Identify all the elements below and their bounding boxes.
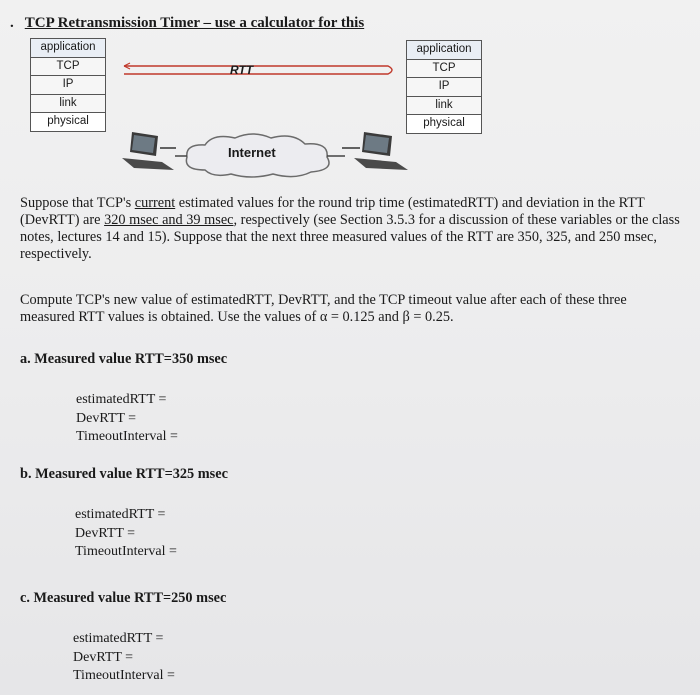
rtt-arrow [118, 62, 398, 78]
problem-text-part1: Suppose that TCP's [20, 195, 135, 211]
question-title [10, 15, 364, 32]
timeout-interval-label: TimeoutInterval = [75, 544, 177, 559]
problem-instructions: Compute TCP's new value of estimatedRTT, DevRTT, and the TCP timeout value after each of these three measured RTT values is obtained. Use the values of α = 0.125 and β = 0.25. [20, 292, 627, 325]
question-b-title: b. Measured value RTT=325 msec [20, 466, 228, 482]
left-stack-ip: IP [30, 76, 106, 95]
right-computer-icon [342, 128, 410, 176]
problem-current-underlined: current [134, 195, 176, 211]
estimated-rtt-label: estimatedRTT = [73, 631, 164, 646]
problem-text-part2: estimated values for the round trip time (estimatedRTT) and deviation in the RTT (DevRTT) are [20, 195, 645, 228]
problem-text-part3: , respectively (see Section 3.5.3 for a discussion of these variables or the class notes, lectures 14 and 15). Suppose that the next three measured values of the RTT are 350, 325, and 250 msec, respectively. [20, 212, 680, 262]
estimated-rtt-label: estimatedRTT = [75, 507, 166, 522]
right-stack-physical: physical [406, 115, 482, 134]
question-a-title: a. Measured value RTT=350 msec [20, 351, 228, 367]
internet-label: Internet [228, 145, 276, 160]
timeout-interval-label: TimeoutInterval = [73, 668, 175, 683]
dev-rtt-label: DevRTT = [76, 410, 137, 426]
question-a-answers [76, 391, 178, 447]
left-stack-physical: physical [30, 113, 106, 132]
dev-rtt-label: DevRTT = [73, 649, 134, 665]
left-protocol-stack [30, 38, 106, 132]
estimated-rtt-label: estimatedRTT = [76, 392, 167, 407]
question-title-text: TCP Retransmission Timer – use a calculator for this [24, 15, 365, 31]
right-stack-tcp: TCP [406, 60, 482, 79]
question-b-answers [75, 506, 177, 562]
right-stack-application: application [406, 40, 482, 60]
question-c-answers [73, 630, 175, 686]
problem-values-underlined: 320 msec and 39 msec [104, 212, 234, 228]
left-computer-icon [118, 128, 178, 176]
timeout-interval-label: TimeoutInterval = [76, 429, 178, 444]
question-number-marker: . [10, 15, 14, 31]
problem-description [20, 195, 680, 263]
left-stack-tcp: TCP [30, 58, 106, 77]
question-c-title: c. Measured value RTT=250 msec [20, 590, 227, 606]
right-stack-ip: IP [406, 78, 482, 97]
right-stack-link: link [406, 97, 482, 116]
right-protocol-stack [406, 40, 482, 134]
left-stack-application: application [30, 38, 106, 58]
dev-rtt-label: DevRTT = [75, 525, 136, 541]
left-stack-link: link [30, 95, 106, 114]
rtt-label: RTT [230, 63, 254, 77]
